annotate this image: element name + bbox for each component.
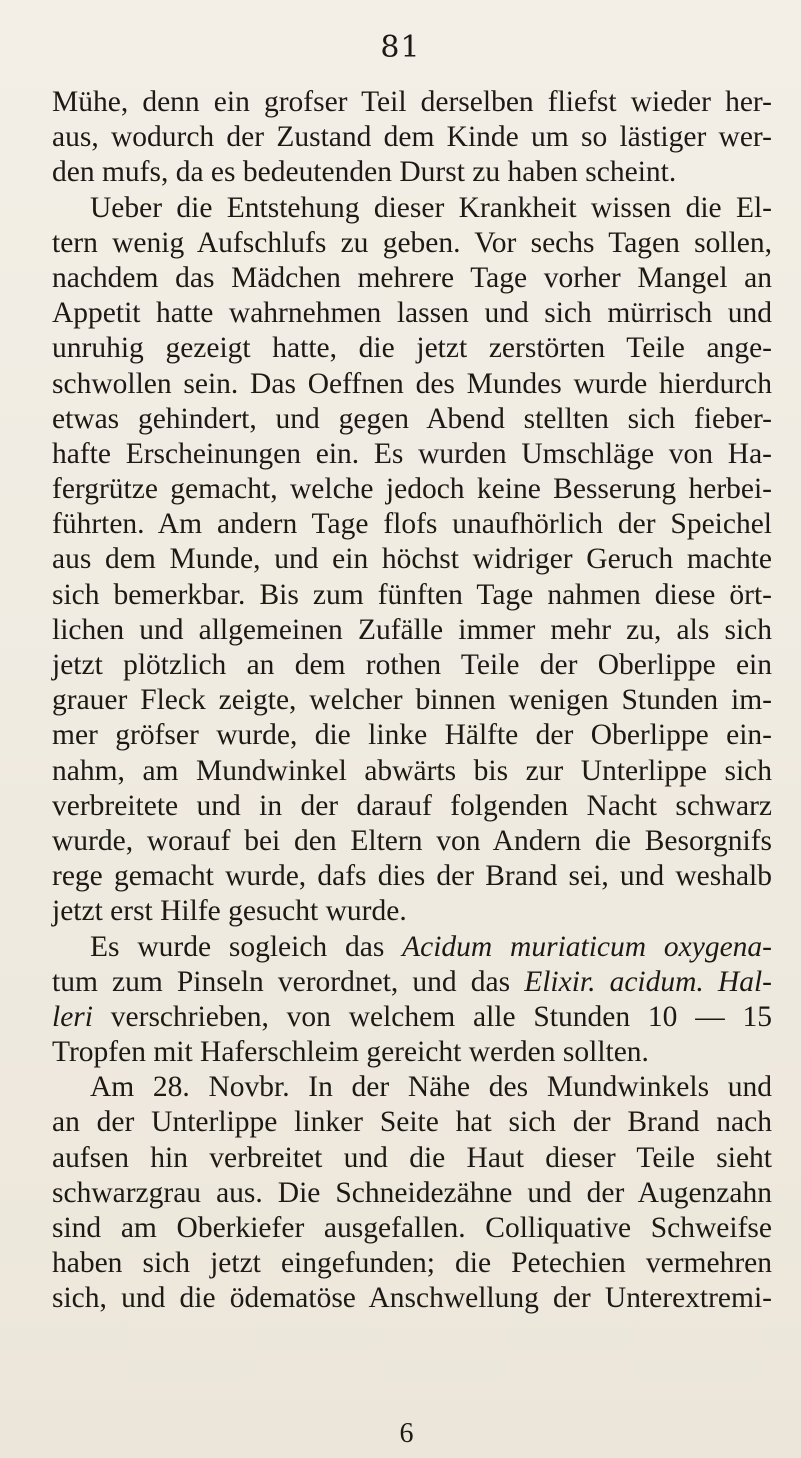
text-line: tum zum Pinseln verordnet, und das Elixir. acidum. Hal- xyxy=(52,965,772,998)
text-line: jetzt plötzlich an dem rothen Teile der Oberlippe ein xyxy=(52,649,772,681)
text-line: leri verschrieben, von welchem alle Stunden 10 — 15 xyxy=(52,1000,772,1033)
text-line: rege gemacht wurde, dafs dies der Brand sei, und weshalb xyxy=(52,860,772,893)
text-line: aus, wodurch der Zustand dem Kinde um so lästiger wer- xyxy=(52,121,772,154)
text-line: tern wenig Aufschlufs zu geben. Vor sechs Tagen sollen, xyxy=(52,226,772,259)
text-line: den mufs, da es bedeutenden Durst zu haben scheint. xyxy=(52,156,677,189)
text-line: schwarzgrau aus. Die Schneidezähne und der Augenzahn xyxy=(52,1176,772,1209)
text-line: unruhig gezeigt hatte, die jetzt zerstörten Teile ange- xyxy=(52,332,772,365)
text-line: haben sich jetzt eingefunden; die Petechien vermehren xyxy=(52,1247,772,1280)
text-line: sind am Oberkiefer ausgefallen. Colliquative Schweifse xyxy=(52,1212,772,1244)
body-text xyxy=(52,85,772,1317)
text-line: grauer Fleck zeigte, welcher binnen wenigen Stunden im- xyxy=(52,684,772,717)
text-line: sich, und die ödematöse Anschwellung der Unterextremi- xyxy=(52,1282,772,1315)
text-line: führten. Am andern Tage flofs unaufhörlich der Speichel xyxy=(52,508,772,541)
text-line: an der Unterlippe linker Seite hat sich der Brand nach xyxy=(52,1106,772,1139)
text-line: schwollen sein. Das Oeffnen des Mundes wurde hierdurch xyxy=(52,367,772,400)
text-line: Es wurde sogleich das Acidum muriaticum oxygena- xyxy=(90,930,772,963)
text-line: Mühe, denn ein grofser Teil derselben fliefst wieder her- xyxy=(52,86,772,118)
text-line: verbreitete und in der darauf folgenden Nacht schwarz xyxy=(52,789,772,822)
text-line: jetzt erst Hilfe gesucht wurde. xyxy=(52,895,407,928)
page-number: 81 xyxy=(380,30,421,65)
signature-mark xyxy=(0,1418,801,1450)
text-line: etwas gehindert, und gegen Abend stellten sich fieber- xyxy=(52,402,772,435)
text-line: hafte Erscheinungen ein. Es wurden Umschläge von Ha- xyxy=(52,437,772,470)
text-line: lichen und allgemeinen Zufälle immer mehr zu, als sich xyxy=(52,613,772,646)
text-line: aufsen hin verbreitet und die Haut dieser Teile sieht xyxy=(52,1141,772,1174)
signature-mark-text: 6 xyxy=(399,1418,414,1449)
text-line: mer gröfser wurde, die linke Hälfte der Oberlippe ein- xyxy=(52,719,772,752)
text-line: wurde, worauf bei den Eltern von Andern die Besorgnifs xyxy=(52,824,772,857)
text-line: Appetit hatte wahrnehmen lassen und sich mürrisch und xyxy=(52,297,772,330)
text-line: aus dem Munde, und ein höchst widriger Geruch machte xyxy=(52,543,772,576)
text-line: Ueber die Entstehung dieser Krankheit wissen die El- xyxy=(90,191,772,224)
text-line: sich bemerkbar. Bis zum fünften Tage nahmen diese ört- xyxy=(52,578,772,611)
text-line: nachdem das Mädchen mehrere Tage vorher Mangel an xyxy=(52,261,772,294)
text-line: Am 28. Novbr. In der Nähe des Mundwinkels und xyxy=(90,1071,772,1104)
text-line: fergrütze gemacht, welche jedoch keine Besserung herbei- xyxy=(52,473,772,506)
text-line: Tropfen mit Haferschleim gereicht werden sollten. xyxy=(52,1036,649,1069)
text-line: nahm, am Mundwinkel abwärts bis zur Unterlippe sich xyxy=(52,754,772,787)
